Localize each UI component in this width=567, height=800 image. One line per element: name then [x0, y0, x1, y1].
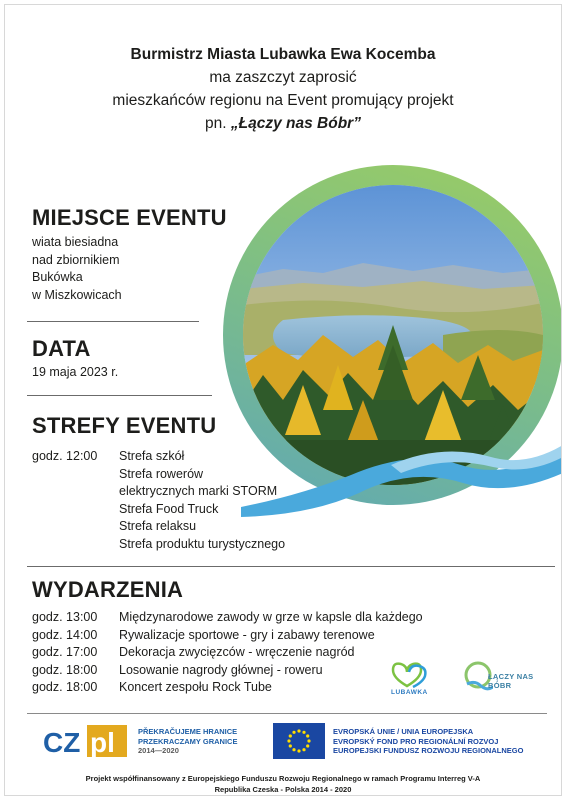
laczy-nas-bobr-logo — [463, 660, 543, 696]
czpl-logo — [41, 723, 129, 759]
header-line-4 — [5, 112, 561, 135]
event-time: godz. 17:00 — [32, 645, 98, 659]
header-line-2: ma zaszczyt zaprosić — [209, 69, 357, 86]
list-item — [32, 501, 285, 519]
venue-line: wiata biesiadna — [32, 235, 119, 249]
event-time: godz. 14:00 — [32, 627, 98, 642]
list-item — [32, 448, 285, 466]
zone-name: Strefa relaksu — [119, 519, 197, 533]
list-item — [32, 644, 423, 662]
eu-flag-icon — [273, 723, 325, 759]
interreg-slogan: PŘEKRAČUJEME HRANICE PRZEKRACZAMY GRANICE 2014—2020 — [138, 727, 238, 755]
zone-name: elektrycznych marki STORM — [119, 484, 278, 498]
list-item — [32, 466, 285, 484]
funding-note: Projekt współfinansowany z Europejskiego Funduszu Rozwoju Regionalnego w ramach Programu Interreg V-A Republika Czeska - Polska 2014 - 2020 — [85, 774, 481, 794]
event-time: godz. 13:00 — [32, 610, 98, 624]
venue-line: w Miszkowicach — [32, 287, 122, 302]
lubawka-heart-icon — [385, 660, 441, 690]
zones-title: STREFY EVENTU — [32, 413, 217, 438]
zone-name: Strefa Food Truck — [119, 501, 219, 516]
event-name: Rywalizacje sportowe - gry i zabawy terenowe — [119, 627, 375, 642]
event-name: Koncert zespołu Rock Tube — [119, 680, 272, 694]
event-time: godz. 18:00 — [32, 680, 98, 694]
list-item — [32, 662, 423, 680]
project-name: „Łączy nas Bóbr” — [230, 115, 361, 132]
header-line-4-prefix: pn. — [205, 115, 231, 132]
list-item — [32, 518, 285, 536]
event-date: 19 maja 2023 r. — [32, 365, 119, 379]
event-name: Losowanie nagrody głównej - roweru — [119, 662, 323, 677]
list-item — [32, 609, 423, 627]
zones-list — [32, 448, 285, 553]
zone-name: Strefa rowerów — [119, 466, 204, 481]
event-time: godz. 18:00 — [32, 662, 98, 677]
lubawka-logo — [385, 660, 441, 700]
list-item — [32, 536, 285, 554]
list-item — [32, 627, 423, 645]
divider — [27, 321, 199, 322]
date-title: DATA — [32, 336, 91, 361]
zone-name: Strefa produktu turystycznego — [119, 536, 286, 551]
invitation-header — [5, 43, 561, 135]
venue-line: Bukówka — [32, 270, 83, 284]
venue-title: MIEJSCE EVENTU — [32, 205, 227, 230]
events-list — [32, 609, 423, 697]
eu-fund-text: EVROPSKÁ UNIE / UNIA EUROPEJSKA EVROPSKÝ FOND PRO REGIONÁLNÍ ROZVOJ EUROPEJSKI FUNDUSZ ROZWOJU REGIONALNEGO — [333, 727, 524, 755]
header-line-3: mieszkańców regionu na Event promujący projekt — [112, 92, 454, 109]
event-name: Dekoracja zwycięzców - wręczenie nagród — [119, 645, 355, 659]
venue-details — [32, 234, 122, 304]
footer-divider — [27, 713, 547, 714]
czpl-logo-pl: pl — [90, 727, 115, 758]
list-item — [32, 483, 285, 501]
lubawka-logo-text: LUBAWKA — [391, 689, 428, 696]
list-item — [32, 679, 423, 697]
venue-line: nad zbiornikiem — [32, 252, 120, 267]
event-name: Międzynarodowe zawody w grze w kapsle dla każdego — [119, 610, 423, 624]
laczy-nas-bobr-logo-text: ŁĄCZY NAS BÓBR — [488, 672, 534, 690]
zones-time: godz. 12:00 — [32, 449, 98, 463]
zone-name: Strefa szkół — [119, 449, 185, 463]
poster — [4, 4, 562, 796]
wave-decoration — [241, 435, 562, 520]
divider — [27, 566, 555, 567]
header-line-1: Burmistrz Miasta Lubawka Ewa Kocemba — [130, 46, 436, 63]
divider — [27, 395, 212, 396]
czpl-logo-cz: CZ — [43, 727, 81, 758]
events-title: WYDARZENIA — [32, 577, 184, 602]
